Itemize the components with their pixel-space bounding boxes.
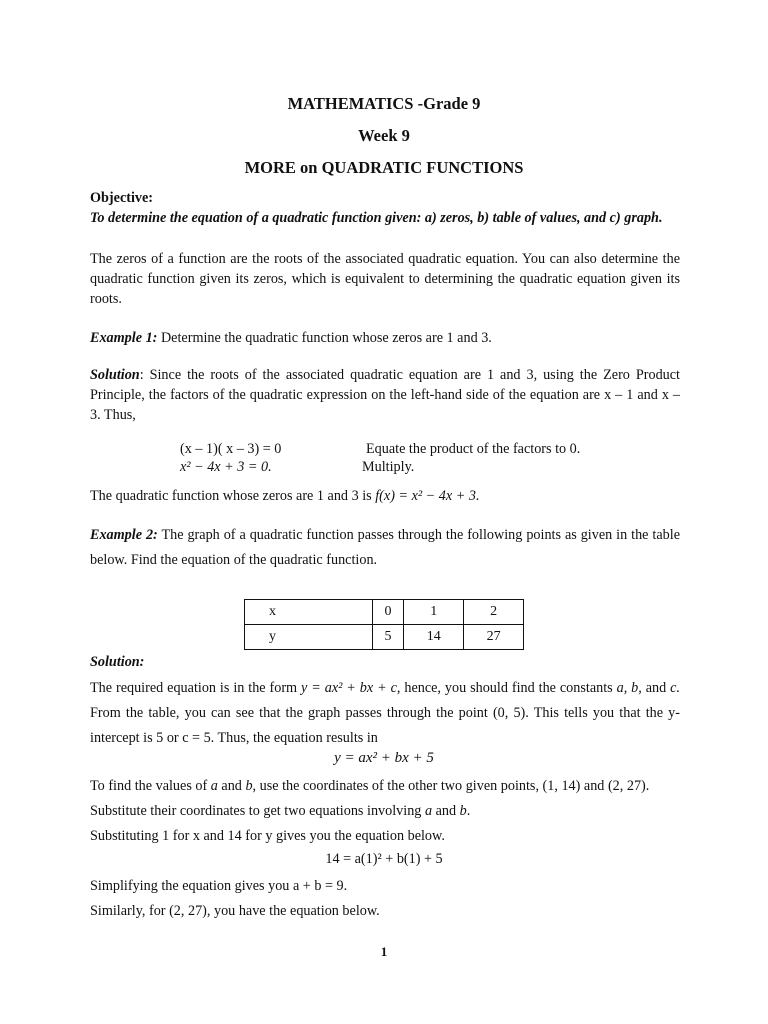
- table-cell: 1: [404, 600, 464, 625]
- intro-paragraph: The zeros of a function are the roots of the associated quadratic equation. You can also determine the quadratic function given its zeros, which is equivalent to determining the quadratic equation given its roots.: [90, 251, 680, 307]
- objective-label: Objective:: [90, 190, 154, 206]
- example2-text: The graph of a quadratic function passes through the following points as given in the table below. Find the equation of the quadratic function.: [90, 527, 680, 568]
- text-run: and: [641, 680, 671, 696]
- math-run: c.: [670, 680, 680, 696]
- text-run: .: [466, 803, 471, 819]
- example1-equation-1: (x – 1)( x – 3) = 0: [180, 441, 282, 457]
- example1-equation-2-note: Multiply.: [362, 459, 415, 475]
- example2-substitution-equation: 14 = a(1)² + b(1) + 5: [325, 851, 443, 867]
- example2-paragraph-6: Similarly, for (2, 27), you have the equation below.: [90, 903, 380, 919]
- table-row: [245, 600, 524, 625]
- example1-solution-text: : Since the roots of the associated quadratic equation are 1 and 3, using the Zero Product Principle, the factors of the quadratic expression on the left-hand side of the equation are x – 1 and x – 3. Thus,: [90, 367, 680, 423]
- text-run: From the table, you can see that the graph passes through the point (0, 5). This tells you that the y-intercept is 5 or c = 5. Thus, the equation results in: [90, 705, 680, 746]
- math-run: a: [424, 803, 433, 819]
- example1-equation-2: x² − 4x + 3 = 0.: [180, 459, 272, 475]
- example2-solution-label: Solution:: [90, 654, 145, 670]
- example1-text: Determine the quadratic function whose zeros are 1 and 3.: [157, 330, 492, 346]
- example1-solution-label: Solution: [90, 367, 140, 383]
- text-run: , hence, you should find the constants: [396, 680, 617, 696]
- text-run: The required equation is in the form: [90, 680, 302, 696]
- example1-conclusion: [90, 486, 680, 506]
- text-run: and: [217, 778, 246, 794]
- example1-equation-1-note: Equate the product of the factors to 0.: [366, 441, 581, 457]
- math-run: a, b,: [616, 680, 642, 696]
- topic-heading: MORE on QUADRATIC FUNCTIONS: [244, 158, 524, 177]
- example2-paragraph-3: [90, 801, 680, 821]
- objective-section: [90, 188, 680, 228]
- example1-conclusion-math: f(x) = x² − 4x + 3.: [375, 488, 480, 504]
- table-cell: 0: [372, 600, 404, 625]
- document-title: MATHEMATICS -Grade 9: [287, 94, 481, 113]
- example2-paragraph-4: Substituting 1 for x and 14 for y gives you the equation below.: [90, 828, 445, 844]
- text-run: To find the values of: [90, 778, 211, 794]
- example2-label: Example 2:: [90, 527, 158, 543]
- math-run: b: [245, 778, 253, 794]
- math-run: b: [459, 803, 467, 819]
- table-cell: 27: [464, 625, 524, 650]
- example2-statement: [90, 523, 680, 573]
- text-run: , use the coordinates of the other two given points, (1, 14) and (2, 27).: [252, 778, 650, 794]
- example2-main-equation: y = ax² + bx + 5: [334, 750, 434, 766]
- week-heading: Week 9: [358, 126, 410, 145]
- table-cell: 14: [404, 625, 464, 650]
- example2-paragraph-1: [90, 676, 680, 751]
- table-row: [245, 625, 524, 650]
- table-cell: y: [245, 625, 373, 650]
- table-cell: x: [245, 600, 373, 625]
- example1-solution: [90, 365, 680, 425]
- text-run: Substitute their coordinates to get two equations involving: [90, 803, 425, 819]
- table-cell: 5: [372, 625, 404, 650]
- table-cell: 2: [464, 600, 524, 625]
- math-run: a: [210, 778, 218, 794]
- text-run: and: [432, 803, 460, 819]
- example1-conclusion-text: The quadratic function whose zeros are 1 and 3 is: [90, 488, 376, 504]
- math-run: y = ax² + bx + c: [301, 680, 397, 696]
- objective-text: To determine the equation of a quadratic function given: a) zeros, b) table of values, and c) graph.: [90, 210, 663, 226]
- example1-label: Example 1:: [90, 330, 158, 346]
- example2-paragraph-5: Simplifying the equation gives you a + b = 9.: [90, 878, 348, 894]
- example1-statement: [90, 328, 680, 348]
- values-table: [244, 599, 524, 650]
- page-number: 1: [380, 944, 388, 959]
- example2-paragraph-2: [90, 776, 680, 796]
